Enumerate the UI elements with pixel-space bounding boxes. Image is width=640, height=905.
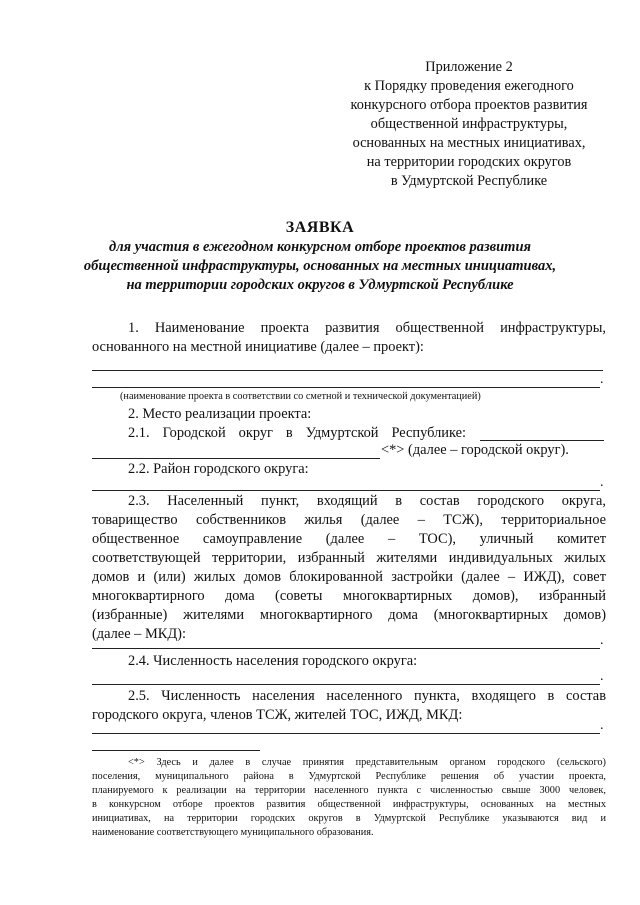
appendix-heading xyxy=(332,58,606,191)
end-dot: . xyxy=(600,475,604,490)
footnote-line: в конкурсном отборе проектов развития общественной инфраструктуры, основанных на местных xyxy=(92,799,606,810)
end-dot: . xyxy=(600,718,604,733)
end-dot: . xyxy=(600,669,604,684)
section-2-5-line-2: городского округа, членов ТСЖ, жителей ТОС, ИЖД, МКД: xyxy=(92,707,463,723)
section-2-3-line: 2.3. Населенный пункт, входящий в состав городского округа, xyxy=(128,493,606,509)
section-2-1-tail: <*> (далее – городской округ). xyxy=(381,442,569,458)
settlement-population-field[interactable] xyxy=(92,733,600,734)
section-2-4-label: 2.4. Численность населения городского округа: xyxy=(128,653,418,669)
subtitle-line: общественной инфраструктуры, основанных на местных инициативах, xyxy=(83,258,557,274)
footnote-separator xyxy=(92,750,260,751)
section-2-1-label: 2.1. Городской округ в Удмуртской Республике: xyxy=(128,425,466,441)
section-2-3-line: многоквартирного дома (советы многоквартирных домов), избранный xyxy=(92,588,606,604)
document-subtitle xyxy=(60,238,580,295)
district-field[interactable] xyxy=(92,490,600,491)
subtitle-line: для участия в ежегодном конкурсном отборе проектов развития xyxy=(109,239,531,255)
footnote-line: <*> Здесь и далее в случае принятия представительным органом городского (сельского) xyxy=(128,757,606,768)
footnote-line: поселения, муниципального района в Удмуртской Республике решения об участии проекта, xyxy=(92,771,606,782)
settlement-field[interactable] xyxy=(92,648,600,649)
section-2-2-label: 2.2. Район городского округа: xyxy=(128,461,309,477)
section-2-3-line: товарищество собственников жилья (далее – ТСЖ), территориальное xyxy=(92,512,606,528)
footnote-line: инициативах, на территории городских округов в Удмуртской Республике указываются вид и xyxy=(92,813,606,824)
appendix-line: конкурсного отбора проектов развития xyxy=(350,97,588,113)
city-district-field[interactable] xyxy=(480,440,604,441)
project-name-hint: (наименование проекта в соответствии со сметной и технической документацией) xyxy=(120,391,481,402)
section-2-3-line: соответствующей территории, избранный жителями индивидуальных жилых xyxy=(92,550,606,566)
footnote-line-last: наименование соответствующего муниципального образования. xyxy=(92,827,374,838)
subtitle-line: на территории городских округов в Удмуртской Республике xyxy=(126,277,514,293)
population-field[interactable] xyxy=(92,684,600,685)
document-title: ЗАЯВКА xyxy=(285,219,355,236)
end-dot: . xyxy=(600,633,604,648)
section-1-line-1: 1. Наименование проекта развития общественной инфраструктуры, xyxy=(128,320,606,336)
project-name-field-1[interactable] xyxy=(92,370,603,371)
project-name-field-2[interactable] xyxy=(92,387,600,388)
section-2-3-line: общественное самоуправление (далее – ТОС), уличный комитет xyxy=(92,531,606,547)
appendix-line: к Порядку проведения ежегодного xyxy=(364,78,574,94)
section-1-line-2: основанного на местной инициативе (далее – проект): xyxy=(92,339,424,355)
section-2-3-line: (избранные) жителями многоквартирного дома (многоквартирных домов) xyxy=(92,607,606,623)
end-dot: . xyxy=(600,372,604,387)
appendix-line: основанных на местных инициативах, xyxy=(352,135,586,151)
city-district-field-continued[interactable] xyxy=(92,458,380,459)
section-2-3-line-last: (далее – МКД): xyxy=(92,626,186,642)
footnote-line: планируемого к реализации на территории населенного пункта с численностью свыше 3000 человек, xyxy=(92,785,606,796)
appendix-line: общественной инфраструктуры, xyxy=(370,116,568,132)
appendix-line: Приложение 2 xyxy=(425,59,513,75)
section-2-label: 2. Место реализации проекта: xyxy=(128,406,312,422)
section-2-3-line: домов и (или) жилых домов блокированной застройки (далее – ИЖД), совет xyxy=(92,569,606,585)
section-2-5-line-1: 2.5. Численность населения населенного пункта, входящего в состав xyxy=(128,688,606,704)
appendix-line: в Удмуртской Республике xyxy=(390,173,548,189)
appendix-line: на территории городских округов xyxy=(366,154,572,170)
